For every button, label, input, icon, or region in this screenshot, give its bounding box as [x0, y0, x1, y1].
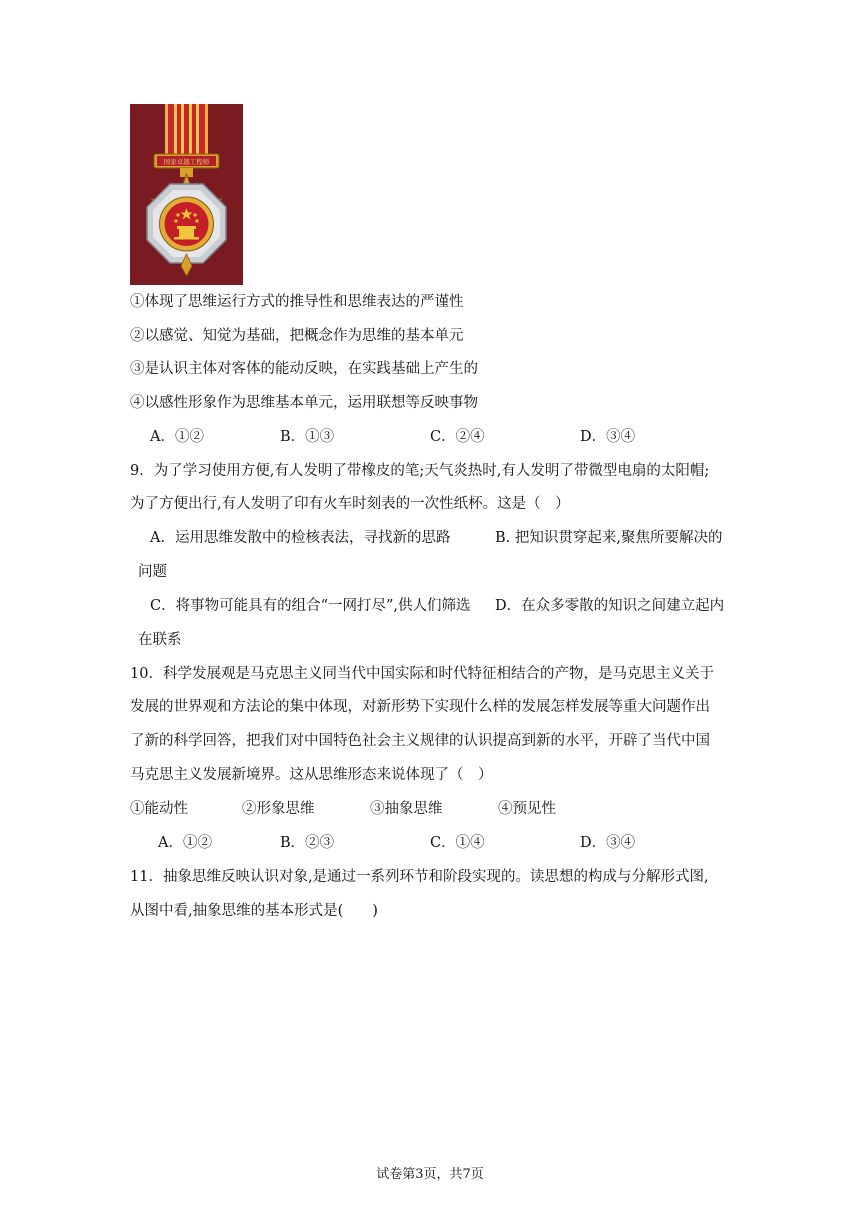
q10-option-c: C．①④ [430, 835, 485, 851]
plaque-text: 国家卓越工程师 [163, 158, 210, 166]
q11-stem-line-1: 11．抽象思维反映认识对象,是通过一系列环节和阶段实现的。读思想的构成与分解形式图, [130, 869, 709, 885]
q10-option-d: D．③④ [580, 835, 636, 851]
page-footer: 试卷第3页，共7页 [376, 1167, 484, 1182]
q10-item-4: ④预见性 [498, 801, 556, 817]
q11-stem-line-2: 从图中看,抽象思维的基本形式是( ) [130, 903, 378, 919]
q10-option-b: B．②③ [280, 835, 335, 851]
q8-statement-4: ④以感性形象作为思维基本单元，运用联想等反映事物 [130, 395, 478, 411]
q9-option-d: D．在众多零散的知识之间建立起内 [495, 598, 725, 614]
q8-option-b: B．①③ [280, 429, 335, 445]
q9-option-b-continuation: 问题 [138, 564, 167, 580]
q9-option-c: C．将事物可能具有的组合“一网打尽”,供人们筛选 [150, 598, 471, 614]
q9-stem-line-1: 9．为了学习使用方便,有人发明了带橡皮的笔;天气炎热时,有人发明了带微型电扇的太阳帽; [130, 463, 710, 479]
q10-stem-line-4: 马克思主义发展新境界。这从思维形态来说体现了（ ） [130, 767, 493, 783]
q10-stem-line-2: 发展的世界观和方法论的集中体现，对新形势下实现什么样的发展怎样发展等重大问题作出 [130, 699, 710, 715]
q9-option-a: A．运用思维发散中的检核表法，寻找新的思路 [150, 530, 451, 546]
q10-item-1: ①能动性 [130, 801, 188, 817]
q8-statement-1: ①体现了思维运行方式的推导性和思维表达的严谨性 [130, 294, 464, 310]
q10-item-3: ③抽象思维 [370, 801, 443, 817]
q8-statement-2: ②以感觉、知觉为基础，把概念作为思维的基本单元 [130, 328, 464, 344]
q10-item-2: ②形象思维 [242, 801, 315, 817]
q10-stem-line-3: 了新的科学回答，把我们对中国特色社会主义规律的认识提高到新的水平，开辟了当代中国 [130, 733, 710, 749]
q8-option-a: A．①② [150, 429, 204, 445]
q8-statement-3: ③是认识主体对客体的能动反映，在实践基础上产生的 [130, 361, 478, 377]
q10-stem-line-1: 10．科学发展观是马克思主义同当代中国实际和时代特征相结合的产物，是马克思主义关于 [130, 666, 714, 682]
q8-option-c: C．②④ [430, 429, 485, 445]
q9-option-d-continuation: 在联系 [138, 632, 182, 648]
medal-image [130, 104, 243, 285]
q10-option-a: A．①② [158, 835, 212, 851]
q8-option-d: D．③④ [580, 429, 636, 445]
q9-stem-line-2: 为了方便出行,有人发明了印有火车时刻表的一次性纸杯。这是（ ） [130, 496, 570, 512]
q9-option-b: B. 把知识贯穿起来,聚焦所要解决的 [495, 530, 723, 546]
